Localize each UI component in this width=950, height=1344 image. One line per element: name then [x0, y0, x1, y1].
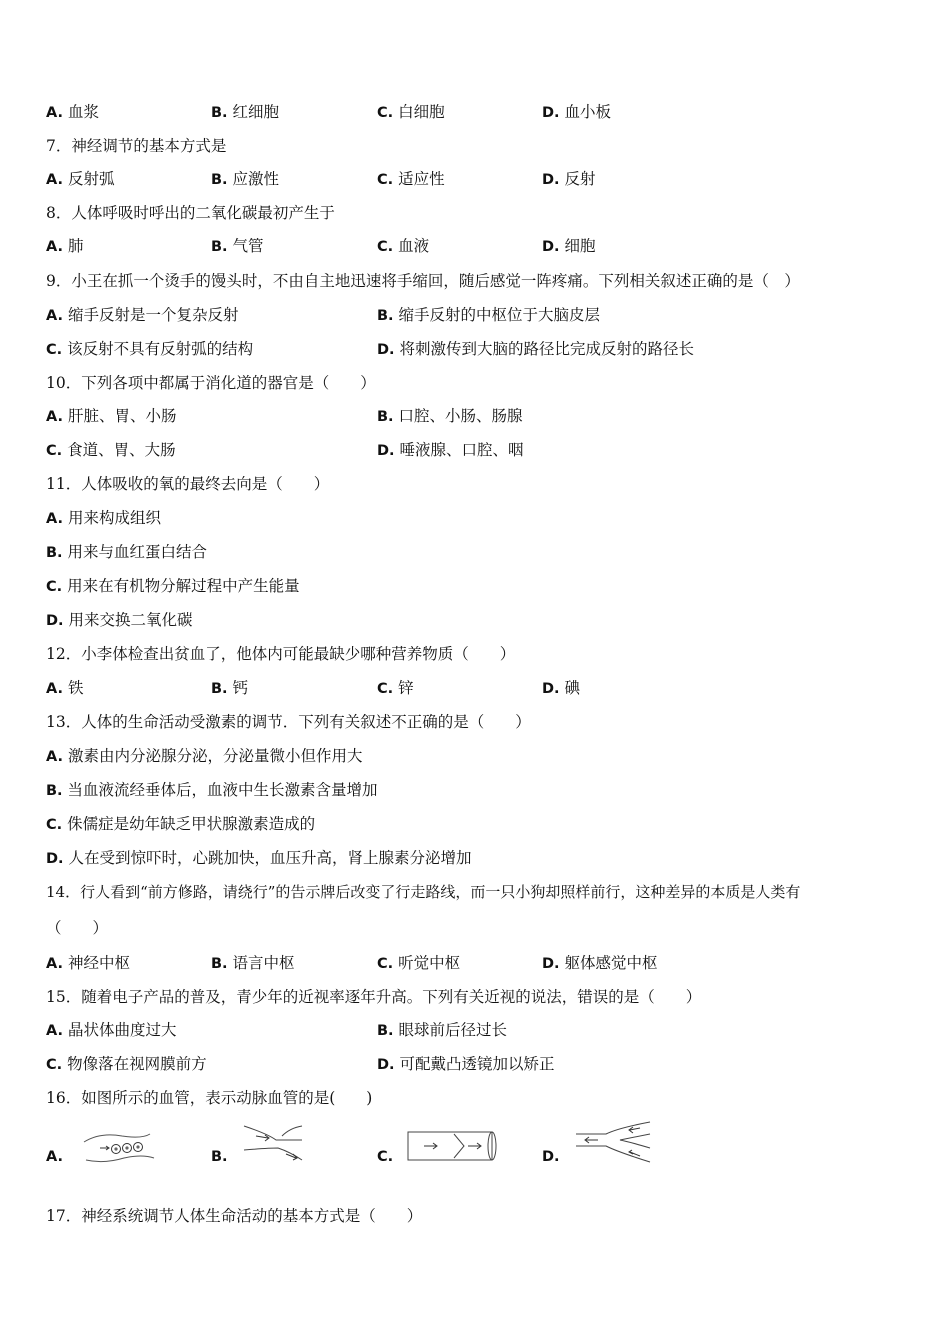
q14-option-a[interactable]: A. 神经中枢 [46, 954, 130, 972]
q6-option-d[interactable]: D. 血小板 [542, 103, 611, 121]
q14-option-c[interactable]: C. 听觉中枢 [377, 954, 461, 972]
q9-option-d[interactable]: D. 将刺激传到大脑的路径比完成反射的路径长 [377, 340, 694, 358]
q7-option-b[interactable]: B. 应激性 [211, 170, 280, 188]
capillary-cross-section-icon [80, 1128, 160, 1166]
q12-option-b[interactable]: B. 钙 [211, 679, 249, 697]
q15-option-a[interactable]: A. 晶状体曲度过大 [46, 1021, 177, 1039]
q6-option-b[interactable]: B. 红细胞 [211, 103, 280, 121]
q8-option-d[interactable]: D. 细胞 [542, 237, 596, 255]
q16-option-d[interactable]: D. [542, 1149, 560, 1165]
q14-stem-line2: （ ） [46, 919, 109, 937]
q15-option-d[interactable]: D. 可配戴凸透镜加以矫正 [377, 1055, 555, 1073]
q16-option-c[interactable]: C. [377, 1149, 394, 1165]
q15-stem: 15．随着电子产品的普及，青少年的近视率逐年升高。下列有关近视的说法，错误的是（ ） [46, 988, 702, 1006]
q16-option-a[interactable]: A. [46, 1149, 63, 1165]
q13-option-a[interactable]: A. 激素由内分泌腺分泌，分泌量微小但作用大 [46, 747, 363, 765]
q10-option-c[interactable]: C. 食道、胃、大肠 [46, 441, 176, 459]
q12-stem: 12．小李体检查出贫血了，他体内可能最缺少哪种营养物质（ ） [46, 645, 516, 663]
q14-option-d[interactable]: D. 躯体感觉中枢 [542, 954, 658, 972]
q9-option-a[interactable]: A. 缩手反射是一个复杂反射 [46, 306, 239, 324]
q14-stem-line1: 14．行人看到“前方修路，请绕行”的告示牌后改变了行走路线，而一只小狗却照样前行，这种差异的本质是人类有 [46, 883, 801, 901]
q12-option-c[interactable]: C. 锌 [377, 679, 414, 697]
q7-option-d[interactable]: D. 反射 [542, 170, 596, 188]
q9-stem: 9．小王在抓一个烫手的馒头时，不由自主地迅速将手缩回，随后感觉一阵疼痛。下列相关叙述正确的是（ ） [46, 272, 800, 290]
q8-stem: 8．人体呼吸时呼出的二氧化碳最初产生于 [46, 204, 335, 222]
q12-option-d[interactable]: D. 碘 [542, 679, 580, 697]
q13-option-b[interactable]: B. 当血液流经垂体后，血液中生长激素含量增加 [46, 781, 378, 799]
q13-option-d[interactable]: D. 人在受到惊吓时，心跳加快，血压升高，肾上腺素分泌增加 [46, 849, 472, 867]
q17-stem: 17．神经系统调节人体生命活动的基本方式是（ ） [46, 1207, 423, 1225]
vessel-merging-icon [238, 1120, 308, 1164]
q7-option-a[interactable]: A. 反射弧 [46, 170, 115, 188]
q10-option-b[interactable]: B. 口腔、小肠、肠腺 [377, 407, 523, 425]
q10-option-a[interactable]: A. 肝脏、胃、小肠 [46, 407, 177, 425]
q16-stem: 16．如图所示的血管，表示动脉血管的是( ) [46, 1089, 373, 1107]
q10-stem: 10．下列各项中都属于消化道的器官是（ ） [46, 374, 376, 392]
q12-option-a[interactable]: A. 铁 [46, 679, 84, 697]
q15-option-b[interactable]: B. 眼球前后径过长 [377, 1021, 508, 1039]
vessel-with-valve-icon [406, 1128, 498, 1164]
q11-option-b[interactable]: B. 用来与血红蛋白结合 [46, 543, 208, 561]
q11-option-d[interactable]: D. 用来交换二氧化碳 [46, 611, 193, 629]
q8-option-a[interactable]: A. 肺 [46, 237, 84, 255]
q6-option-c[interactable]: C. 白细胞 [377, 103, 445, 121]
q11-option-c[interactable]: C. 用来在有机物分解过程中产生能量 [46, 577, 300, 595]
q9-option-c[interactable]: C. 该反射不具有反射弧的结构 [46, 340, 254, 358]
q7-option-c[interactable]: C. 适应性 [377, 170, 445, 188]
q13-option-c[interactable]: C. 侏儒症是幼年缺乏甲状腺激素造成的 [46, 815, 316, 833]
q15-option-c[interactable]: C. 物像落在视网膜前方 [46, 1055, 207, 1073]
q11-option-a[interactable]: A. 用来构成组织 [46, 509, 161, 527]
q8-option-b[interactable]: B. 气管 [211, 237, 264, 255]
q6-option-a[interactable]: A. 血浆 [46, 103, 99, 121]
vessel-branching-icon [572, 1118, 654, 1166]
q10-option-d[interactable]: D. 唾液腺、口腔、咽 [377, 441, 524, 459]
q11-stem: 11．人体吸收的氧的最终去向是（ ） [46, 475, 330, 493]
q7-stem: 7．神经调节的基本方式是 [46, 137, 227, 155]
q8-option-c[interactable]: C. 血液 [377, 237, 430, 255]
q9-option-b[interactable]: B. 缩手反射的中枢位于大脑皮层 [377, 306, 601, 324]
q14-option-b[interactable]: B. 语言中枢 [211, 954, 295, 972]
q13-stem: 13．人体的生命活动受激素的调节．下列有关叙述不正确的是（ ） [46, 713, 531, 731]
q16-option-b[interactable]: B. [211, 1149, 228, 1165]
